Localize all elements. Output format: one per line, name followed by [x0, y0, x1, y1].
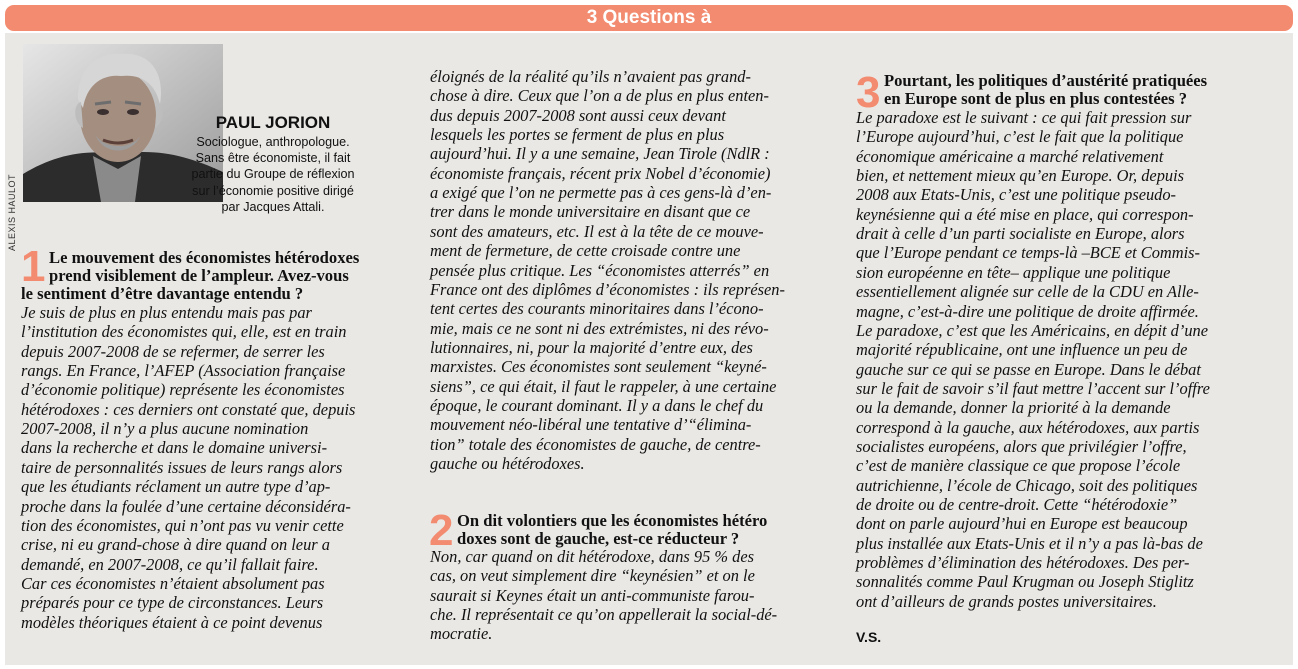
text-line: ou la demande, donner la priorité à la demande [856, 398, 1171, 418]
section-banner [5, 5, 1293, 31]
text-line: sont des amateurs, etc. Il est à la tête de ce mouve- [430, 221, 764, 241]
bio-line: Sociologue, anthropologue. [196, 135, 350, 149]
section-title: 3 Questions à [586, 7, 712, 28]
text-line: lesquels les portes se ferment de plus en plus [430, 125, 725, 145]
text-line: bien, et nettement mieux qu’en Europe. Or, depuis [856, 166, 1185, 186]
text-line: trer dans le monde universitaire en disant que ce [430, 202, 751, 222]
interviewee-bio [188, 134, 358, 215]
text-line: éloignés de la réalité qu’ils n’avaient pas grand- [430, 67, 751, 86]
bio-line: par Jacques Attali. [221, 199, 325, 214]
text-line: de droite ou de centre-droit. Cette “hétérodoxie” [856, 495, 1178, 514]
question-1-line: le sentiment d’être davantage entendu ? [21, 284, 304, 303]
text-line: tion” totale des économistes de gauche, de centre- [430, 434, 761, 454]
text-line: 2008 aux Etats-Unis, c’est une politique pseudo- [856, 185, 1177, 205]
text-line: Je suis de plus en plus entendu mais pas par [21, 303, 312, 322]
text-line: magne, c’est-à-dire une politique de droite affirmée. [856, 301, 1199, 321]
text-line: socialistes européens, alors que privilégier l’offre, [856, 436, 1187, 456]
text-line: mouvement néo-libéral une tentative d’“élimina- [430, 415, 752, 435]
author-signature: V.S. [856, 629, 882, 645]
question-1-number: 1 [21, 242, 46, 291]
text-line: pensée plus critique. Les “économistes atterrés” en [430, 260, 770, 280]
text-line: keynésienne qui a été mise en place, qui correspon- [856, 204, 1194, 224]
text-line: l’Europe aujourd’hui, c’est le fait que la politique [856, 127, 1184, 147]
text-line: a exigé que l’on ne permette pas à ces gens-là d’en- [430, 183, 772, 203]
text-line: ment de fermeture, de cette croisade contre une [430, 241, 741, 261]
text-line: l’institution des économistes qui, elle, est en train [21, 322, 347, 342]
text-line: autrichienne, l’école de Chicago, soit des politiques [856, 475, 1198, 495]
text-line: aujourd’hui. Il y a une semaine, Jean Tirole (NdlR : [430, 144, 770, 164]
text-line: ont d’ailleurs de grands postes universitaires. [856, 591, 1157, 611]
text-line: demandé, en 2007-2008, ce qu’il fallait faire. [21, 554, 319, 574]
question-3-line: en Europe sont de plus en plus contestées ? [884, 89, 1188, 108]
text-line: lutionnaires, ni, pour la majorité d’entre eux, des [430, 337, 753, 357]
question-2-line: On dit volontiers que les économistes hétéro [457, 511, 768, 530]
text-line: essentiellement alignée sur celle de la CDU en Alle- [856, 282, 1199, 302]
text-line: gauche sur ce qui se passe en Europe. Dans le débat [856, 359, 1201, 379]
text-line: 2007-2008, il n’y a plus aucune nomination [21, 419, 309, 439]
text-line: dus depuis 2007-2008 sont aussi ceux devant [430, 105, 726, 125]
bio-line: Sans être économiste, il fait [195, 151, 351, 166]
text-line: sion européenne en tête– applique une politique [856, 262, 1171, 282]
question-3-line: Pourtant, les politiques d’austérité pratiquées [884, 71, 1208, 90]
text-line: sur le fait de savoir s’il faut mettre l’accent sur l’offre [856, 378, 1210, 398]
text-line: que l’Europe pendant ce temps-là –BCE et Commis- [856, 243, 1200, 263]
question-1-line: prend visiblement de l’ampleur. Avez-vous [49, 266, 349, 285]
text-line: Le paradoxe est le suivant : ce qui fait pression sur [856, 108, 1192, 127]
text-line: modèles théoriques étaient à ce point devenus [21, 612, 323, 632]
text-line: crise, ni eu grand-chose à dire quand on leur a [21, 535, 330, 555]
bio-line: sur l’économie positive dirigé [192, 183, 354, 198]
text-line: drait à celle d’un parti socialiste en Europe, alors [856, 224, 1185, 244]
question-2-number: 2 [429, 506, 454, 555]
text-line: préparés pour ce type de circonstances. Leurs [21, 593, 324, 613]
text-line: que les étudiants réclament un autre type d’ap- [21, 477, 331, 497]
text-line: dont on parle aujourd’hui en Europe est beaucoup [856, 514, 1188, 534]
interview-panel [5, 33, 1293, 665]
text-line: chose à dire. Ceux que l’on a de plus en plus enten- [430, 86, 769, 106]
question-3-number: 3 [856, 68, 881, 117]
text-line: problèmes d’élimination des hétérodoxes. Des per- [856, 553, 1190, 573]
text-line: économiste français, récent prix Nobel d’économie) [430, 163, 771, 183]
text-line: tent certes des courants minoritaires dans l’écono- [430, 299, 764, 319]
text-line: taire de personnalités issues de leurs rangs alors [21, 457, 343, 477]
text-line: correspond à la gauche, aux hétérodoxes, aux partis [856, 417, 1200, 437]
text-line: che. Il représentait ce qu’on appellerait la social-dé- [430, 605, 778, 625]
text-line: plus installée aux Etats-Unis et il n’y a pas là-bas de [856, 533, 1203, 553]
text-line: majorité républicaine, ont une influence un peu de [856, 340, 1188, 360]
text-line: cas, on veut simplement dire “keynésien” et on le [430, 566, 755, 586]
text-line: sonnalités comme Paul Krugman ou Joseph Stiglitz [856, 572, 1194, 592]
question-1-line: Le mouvement des économistes hétérodoxes [49, 248, 360, 267]
text-line: Car ces économistes n’étaient absolument pas [21, 573, 325, 593]
text-line: d’économie politique) représente les économistes [21, 380, 345, 400]
text-line: saurait si Keynes était un anti-communiste farou- [430, 585, 755, 605]
text-line: marxistes. Ces économistes sont seulement “keyné- [430, 357, 767, 377]
text-line: dans la recherche et dans le domaine universi- [21, 438, 328, 458]
photo-credit: ALEXIS HAULOT [7, 173, 17, 251]
text-line: tion des économistes, qui n’ont pas vu venir cette [21, 515, 344, 535]
text-line: économique américaine a marché relativement [856, 146, 1164, 166]
text-line: Le paradoxe, c’est que les Américains, en dépit d’une [856, 320, 1209, 340]
text-line: rangs. En France, l’AFEP (Association française [21, 361, 346, 381]
text-line: France ont des diplômes d’économistes : ils représen- [430, 279, 785, 299]
text-line: hétérodoxes : ces derniers ont constaté que, depuis [21, 399, 356, 419]
text-line: époque, le courant dominant. Il y a dans le chef du [430, 395, 764, 415]
text-line: gauche ou hétérodoxes. [430, 454, 585, 473]
text-line: c’est de manière classique ce que propose l’école [856, 456, 1181, 476]
text-line: mie, mais ce ne sont ni des extrémistes, ni des révo- [430, 318, 769, 338]
text-line: Non, car quand on dit hétérodoxe, dans 95 % des [430, 547, 754, 566]
bio-line: partie du Groupe de réflexion [191, 167, 355, 182]
interviewee-name: PAUL JORION [215, 113, 331, 132]
text-line: proche dans la foulée d’une certaine déconsidéra- [21, 496, 351, 516]
text-line: mocratie. [430, 624, 493, 644]
text-line: depuis 2007-2008 de se refermer, de serrer les [21, 341, 325, 361]
text-line: siens”, ce qui était, il faut le rappeler, à une certaine [430, 376, 777, 396]
question-2-line: doxes sont de gauche, est-ce réducteur ? [457, 529, 740, 548]
